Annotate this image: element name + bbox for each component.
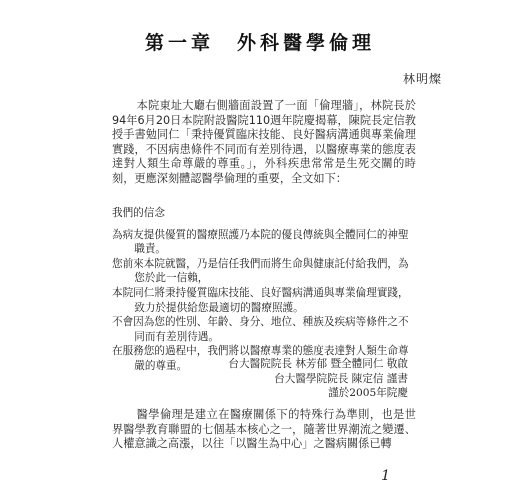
signature-line: 台大醫學院院長 陳定信 謹書: [274, 372, 408, 385]
outro-paragraph: 醫學倫理是建立在醫療關係下的特殊行為準則，也是世界醫學教育聯盟的七個基本核心之一，隨著世界潮流之變遷、人權意識之高漲，以往「以醫生為中心」之醫病關係已轉: [112, 408, 416, 451]
chapter-title: 第一章 外科醫學倫理: [144, 32, 375, 54]
creed-block: [112, 206, 416, 374]
creed-item: 為病友提供優質的醫療照護乃本院的優良傳統與全體同仁的神聖職責。: [112, 228, 409, 256]
creed-heading: 我們的信念: [112, 207, 165, 219]
creed-item: 在服務您的過程中，我們將以醫療專業的態度表達對人類生命尊嚴的尊重。: [112, 345, 409, 372]
creed-item: 本院同仁將秉持優質臨床技能、良好醫病溝通與專業倫理實踐，致力於提供給您最適切的醫療照護。: [112, 286, 409, 314]
page-number: 1: [381, 468, 390, 484]
signature-block: [228, 357, 408, 401]
intro-paragraph: 本院東址大廳右側牆面設置了一面「倫理牆」，林院長於94年6月20日本院附設醫院110週年院慶揭幕，陳院長定信教授手書勉同仁「秉持優質臨床技能、良好醫病溝通與專業倫理實踐，不因病患條件不同而有差別待遇，以醫療專業的態度表達對人類生命尊嚴的尊重。」，外科疾患常常是生死交關的時刻，更應深刻體認醫學倫理的重要，全文如下：: [112, 99, 416, 185]
creed-item: 不會因為您的性別、年齡、身分、地位、種族及疾病等條件之不同而有差別待遇。: [112, 316, 409, 343]
signature-line: 台大醫院院長 林芳郁 暨全體同仁 敬啟: [228, 358, 408, 370]
author-name: 林明燦: [402, 72, 442, 86]
signature-date: 謹於2005年院慶: [328, 387, 408, 400]
creed-item: 您前來本院就醫，乃是信任我們而將生命與健康託付給我們，為您於此一信賴，: [112, 257, 409, 285]
